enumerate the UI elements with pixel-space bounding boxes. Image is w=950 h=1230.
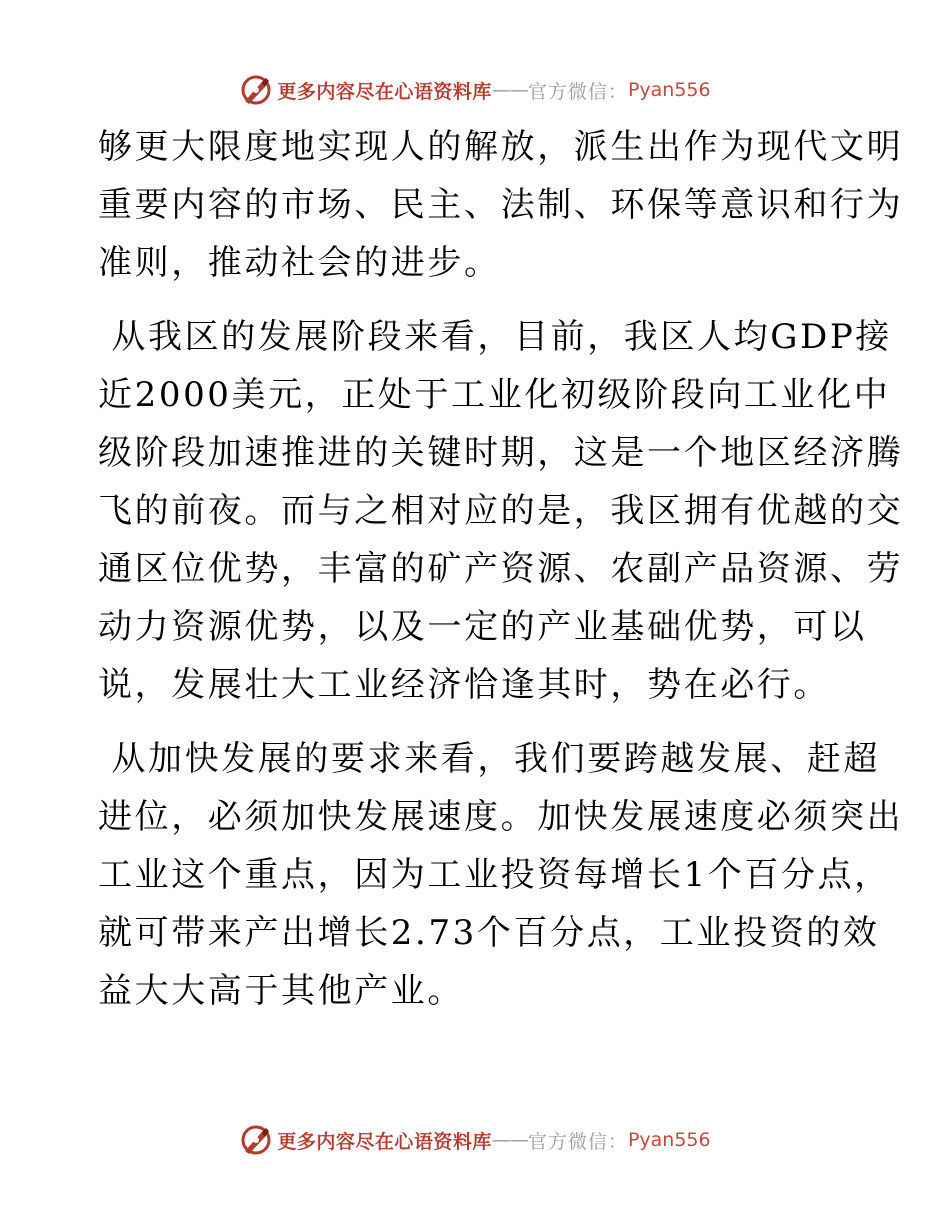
wechat-label: 官方微信： <box>527 1130 628 1153</box>
text-line: 近2000美元，正处于工业化初级阶段向工业化中 <box>98 375 891 415</box>
text-line: 就可带来产出增长2.73个百分点，工业投资的效 <box>98 913 880 953</box>
banner-separator: —— <box>491 79 528 101</box>
text-line: 动力资源优势，以及一定的产业基础优势，可以 <box>98 607 867 647</box>
text-line: 级阶段加速推进的关键时期，这是一个地区经济腾 <box>98 433 904 473</box>
text-line: 进位，必须加快发展速度。加快发展速度必须突出 <box>98 797 904 837</box>
promo-text: 更多内容尽在心语资料库 <box>277 80 492 103</box>
paragraph-2 <box>98 308 904 714</box>
text-line: 够更大限度地实现人的解放，派生出作为现代文明 <box>98 127 904 167</box>
wechat-id: Pyan556 <box>627 1129 711 1151</box>
paragraph-3 <box>98 730 904 1020</box>
text-line: 重要内容的市场、民主、法制、环保等意识和行为 <box>98 185 904 225</box>
paragraph-1 <box>98 118 904 292</box>
wechat-id: Pyan556 <box>627 79 711 101</box>
pen-circle-logo-icon <box>239 1123 273 1157</box>
banner-separator: —— <box>491 1129 528 1151</box>
wechat-label: 官方微信： <box>527 80 628 103</box>
text-line: 工业这个重点，因为工业投资每增长1个百分点， <box>98 855 891 895</box>
text-line: 说，发展壮大工业经济恰逢其时，势在必行。 <box>98 665 830 705</box>
footer-banner <box>0 1120 950 1160</box>
header-banner <box>0 70 950 110</box>
text-line: 飞的前夜。而与之相对应的是，我区拥有优越的交 <box>98 491 904 531</box>
promo-text: 更多内容尽在心语资料库 <box>277 1130 492 1153</box>
pen-circle-logo-icon <box>239 73 273 107</box>
text-line: 通区位优势，丰富的矿产资源、农副产品资源、劳 <box>98 549 904 589</box>
text-line: 准则，推动社会的进步。 <box>98 243 501 283</box>
text-line: 从加快发展的要求来看，我们要跨越发展、赶超 <box>98 739 881 779</box>
text-line: 益大大高于其他产业。 <box>98 971 464 1011</box>
document-body <box>98 118 904 1020</box>
text-line: 从我区的发展阶段来看，目前，我区人均GDP接 <box>98 317 892 357</box>
